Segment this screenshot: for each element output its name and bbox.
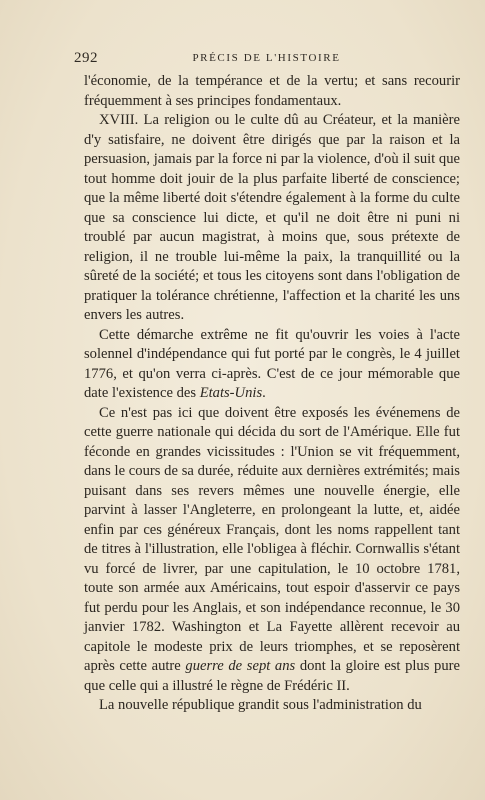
running-title: PRÉCIS DE L'HISTOIRE: [192, 52, 341, 64]
paragraph-continuation: l'économie, de la tempérance et de la vertu; et sans recourir fréquemment à ses principes fondamentaux.: [84, 73, 460, 109]
italic-etats-unis: Etats-Unis: [199, 385, 263, 401]
paragraph-war: Ce n'est pas ici que doivent être exposés les événemens de cette guerre nationale qui décida du sort de l'Amérique. Elle fut féconde en grandes vicissitudes : l'Union se vit fréquemment, dans le cours de sa durée, réduite aux dernières extrémités; mais puisant dans ses revers mêmes une nouvelle énergie, elle parvint à lasser l'Angleterre, en prolongeant la lutte, et, aidée enfin par ces généreux Français, dont les noms rappellent tant de titres à l'illustration, elle l'obligea à fléchir. Cornwallis s'étant vu forcé de livrer, par une capitulation, le 10 octobre 1781, toute son armée aux Américains, tout espoir d'asservir ce pays fut perdu pour les Anglais, et son indépendance reconnue, le 30 janvier 1782. Washington et La Fayette allèrent recevoir au capitole le modeste prix de leurs triomphes, et se reposèrent après cette autre guerre de sept ans dont la gloire est plus pure que celle qui a illustré le règne de Frédéric II.: [84, 404, 460, 694]
italic-guerre-de-sept-ans: guerre de sept ans: [185, 658, 296, 674]
paragraph-republic: La nouvelle république grandit sous l'administration du: [99, 697, 422, 713]
paragraph-article-xviii: XVIII. La religion ou le culte dû au Créateur, et la manière d'y satisfaire, ne doivent être dirigés que par la raison et la persuasion, jamais par la force ni par la violence, d'où il suit que tout homme doit jouir de la plus parfaite liberté de conscience; que la même liberté doit s'étendre également à la forme du culte que sa conscience lui dicte, et qu'il ne doit être ni puni ni troublé par aucun magistrat, à moins que, sous prétexte de religion, il ne trouble lui-même la paix, la tranquillité ou la sûreté de la société; et tous les citoyens sont dans l'obligation de pratiquer la tolérance chrétienne, l'affection et la charité les uns envers les autres.: [84, 112, 460, 323]
paragraph-independence: Cette démarche extrême ne fit qu'ouvrir les voies à l'acte solennel d'indépendance qui fut porté par le congrès, le 4 juillet 1776, et qu'on verra ci-après. C'est de ce jour mémorable que date l'existence des Etats-Unis.: [84, 326, 460, 401]
page-header: [74, 50, 459, 70]
body-text: [84, 72, 460, 716]
page-number: 292: [74, 50, 98, 66]
